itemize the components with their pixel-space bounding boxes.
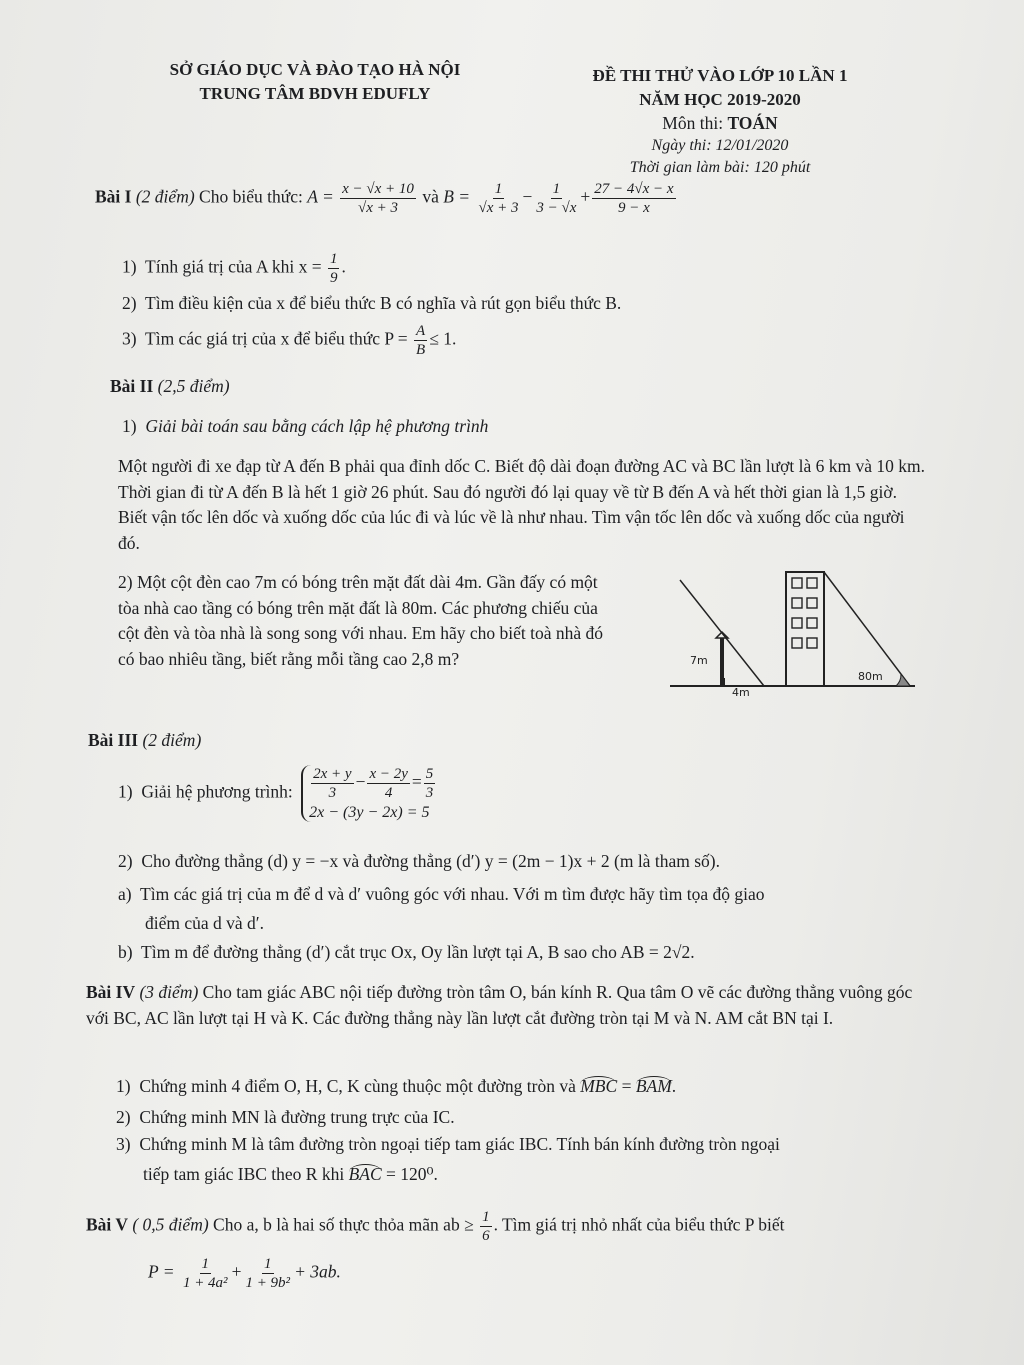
bai5-intro-end: . Tìm giá trị nhỏ nhất của biểu thức P biết	[493, 1214, 785, 1235]
bai1-q3-frac-den: B	[416, 342, 426, 358]
bai4-q3-text-2: tiếp tam giác IBC theo R khi	[143, 1164, 345, 1184]
eq1-f2-den: 4	[384, 785, 393, 801]
subject-line	[570, 113, 870, 134]
expr-a-fraction	[340, 180, 416, 217]
bai4-points: (3 điểm)	[139, 982, 199, 1002]
equation-1	[309, 765, 437, 802]
bai2-q1-text: Một người đi xe đạp từ A đến B phải qua đỉnh dốc C. Biết độ dài đoạn đường AC và BC lần lượt là 6 km và 10 km. Thời gian đi từ A đến B là hết 1 giờ 26 phút. Sau đó người đó lại quay về từ B đến A và hết thời gian là 1,5 giờ. Biết vận tốc lên dốc và xuống dốc của lúc đi và lúc về là như nhau. Tìm vận tốc lên dốc và xuống dốc của người đó.	[118, 456, 925, 553]
bai3-q1	[118, 765, 437, 822]
bai3-qa-number: a)	[118, 884, 132, 904]
building-shadow-label: 80m	[858, 670, 883, 683]
lamp-base	[720, 678, 725, 686]
bai4-q1-end: .	[671, 1076, 677, 1096]
bai3-q2-number: 2)	[118, 851, 133, 871]
arc-bac: BAC	[348, 1164, 382, 1184]
eq1-f1-num: 2x + y	[313, 766, 352, 782]
bai5-points: ( 0,5 điểm)	[132, 1214, 209, 1235]
bai3-q1-text: Giải hệ phương trình:	[141, 781, 293, 802]
bai3-qa	[118, 884, 764, 905]
expr-p-term2-den: 1 + 9b²	[245, 1275, 291, 1291]
bai3-qa-text-1: Tìm các giá trị của m để d và d′ vuông góc với nhau. Với m tìm được hãy tìm tọa độ giao	[140, 884, 765, 904]
eq1-fraction-3	[424, 765, 436, 802]
bai4-q2-text: Chứng minh MN là đường trung trực của IC.	[139, 1107, 455, 1127]
bai1-q1-end: .	[341, 256, 346, 277]
bai5-cond-num: 1	[482, 1209, 490, 1225]
expr-b-term2	[534, 180, 578, 217]
bai2-points: (2,5 điểm)	[157, 376, 230, 396]
expr-p-term2	[243, 1255, 292, 1292]
expr-p-lhs: P =	[148, 1261, 175, 1282]
expr-b-term2-den: 3 − √x	[536, 200, 577, 216]
expr-b-term1	[476, 180, 520, 217]
bai1-title: Bài I	[95, 186, 132, 207]
eq1-f2-num: x − 2y	[369, 766, 408, 782]
expr-b-term1-den: √x + 3	[478, 200, 519, 216]
bai4-q3-text-1: Chứng minh M là tâm đường tròn ngoại tiếp tam giác IBC. Tính bán kính đường tròn ngoại	[139, 1134, 780, 1154]
bai2-q1-heading: Giải bài toán sau bằng cách lập hệ phương trình	[145, 416, 489, 436]
subject-label: Môn thi:	[662, 113, 724, 133]
bai5-expression	[148, 1255, 341, 1292]
bai1-points: (2 điểm)	[135, 186, 195, 207]
bai4-q1-equals: =	[621, 1076, 632, 1096]
expr-b-op1: −	[522, 186, 533, 207]
bai4-q3-line2	[143, 1164, 438, 1185]
bai3-title: Bài III	[88, 730, 139, 750]
bai4-q3	[116, 1134, 780, 1155]
expr-p-op: +	[231, 1261, 242, 1282]
pole-height-label: 7m	[690, 654, 708, 667]
expr-a-denominator: √x + 3	[358, 200, 399, 216]
expr-p-term1	[181, 1255, 230, 1292]
eq1-operator: −	[355, 771, 366, 792]
bai1-q3-fraction	[414, 322, 427, 359]
bai4-q3-end: = 120⁰.	[386, 1164, 438, 1184]
bai1-q3-frac-num: A	[416, 323, 426, 339]
bai3-q1-number: 1)	[118, 781, 133, 802]
bai1-q3-end: ≤ 1.	[429, 328, 457, 349]
bai1-q1-text: Tính giá trị của A khi x =	[145, 256, 322, 277]
bai4-q3-number: 3)	[116, 1134, 131, 1154]
center-name: TRUNG TÂM BDVH EDUFLY	[199, 84, 431, 103]
equation-system	[301, 765, 437, 822]
eq1-fraction-2	[367, 765, 409, 802]
bai4-intro: Cho tam giác ABC nội tiếp đường tròn tâm O, bán kính R. Qua tâm O vẽ các đường thẳng vuông góc với BC, AC lần lượt tại H và K. Các đường thẳng này lần lượt cắt đường tròn tại M và N. AM cắt BN tại I.	[86, 982, 913, 1028]
building	[786, 572, 824, 686]
expr-p-end: + 3ab.	[294, 1261, 341, 1282]
bai2-q1-heading-line	[122, 416, 488, 437]
exam-duration: Thời gian làm bài: 120 phút	[629, 159, 811, 176]
eq1-fraction-1	[311, 765, 353, 802]
conjunction: và	[422, 186, 439, 207]
bai5-statement	[86, 1208, 784, 1245]
eq1-equals: =	[411, 771, 422, 792]
bai1-q1-fraction	[328, 250, 340, 287]
school-year: NĂM HỌC 2019-2020	[639, 90, 801, 109]
bai5-intro: Cho a, b là hai số thực thỏa mãn ab ≥	[213, 1214, 474, 1235]
equation-2: 2x − (3y − 2x) = 5	[309, 804, 430, 821]
expr-b-term3	[592, 180, 675, 217]
bai1-q2	[122, 293, 621, 314]
expr-b-term3-den: 9 − x	[618, 200, 650, 216]
eq1-f3-num: 5	[425, 766, 434, 782]
bai3-qb-text: Tìm m để đường thẳng (d′) cắt trục Ox, Oy lần lượt tại A, B sao cho AB = 2√2.	[141, 942, 695, 962]
expr-p-term1-num: 1	[201, 1256, 209, 1272]
bai4-q1	[116, 1076, 676, 1097]
bai1-q2-text: Tìm điều kiện của x để biểu thức B có nghĩa và rút gọn biểu thức B.	[145, 293, 622, 313]
bai2-q1-number: 1)	[122, 416, 137, 436]
bai2-heading	[110, 376, 230, 397]
bai1-q3-number: 3)	[122, 328, 137, 349]
expr-b-lhs: B =	[443, 186, 471, 207]
bai4-q2-number: 2)	[116, 1107, 131, 1127]
bai3-qb-number: b)	[118, 942, 133, 962]
building-sun-ray	[824, 572, 910, 686]
building-windows	[792, 578, 817, 648]
eq1-f1-den: 3	[328, 785, 337, 801]
bai4-q1-number: 1)	[116, 1076, 131, 1096]
bai1-q1-number: 1)	[122, 256, 137, 277]
bai3-q2-text: Cho đường thẳng (d) y = −x và đường thẳng (d′) y = (2m − 1)x + 2 (m là tham số).	[141, 851, 720, 871]
bai4-statement	[86, 980, 938, 1031]
expr-p-term2-num: 1	[264, 1256, 272, 1272]
bai2-q2-text: 2) Một cột đèn cao 7m có bóng trên mặt đất dài 4m. Gần đấy có một tòa nhà cao tầng có bóng trên mặt đất là 80m. Các phương chiếu của cột đèn và tòa nhà là song song với nhau. Em hãy cho biết toà nhà đó có bao nhiêu tầng, biết rằng mỗi tầng cao 2,8 m?	[118, 572, 604, 669]
bai4-title: Bài IV	[86, 982, 136, 1002]
bai1-q3-text: Tìm các giá trị của x để biểu thức P =	[145, 328, 408, 349]
bai1-q3	[122, 322, 456, 359]
exam-date: Ngày thi: 12/01/2020	[651, 137, 789, 154]
bai5-condition-fraction	[480, 1208, 492, 1245]
bai3-points: (2 điểm)	[142, 730, 202, 750]
bai1-intro: Cho biểu thức:	[199, 186, 303, 207]
bai1-q1	[122, 250, 346, 287]
eq1-f3-den: 3	[425, 785, 434, 801]
expr-b-term2-num: 1	[552, 181, 561, 197]
exam-title: ĐỀ THI THỬ VÀO LỚP 10 LẦN 1	[592, 66, 848, 85]
bai3-q2	[118, 851, 720, 872]
bai3-heading	[88, 730, 201, 751]
bai1-statement	[95, 180, 678, 217]
bai4-q2	[116, 1107, 455, 1128]
lamp-building-figure	[660, 562, 920, 702]
subject-value: TOÁN	[727, 113, 778, 133]
bai1-q2-number: 2)	[122, 293, 137, 313]
expr-b-term3-num: 27 − 4√x − x	[594, 181, 674, 197]
bai1-q1-frac-num: 1	[329, 251, 338, 267]
bai4-q1-text: Chứng minh 4 điểm O, H, C, K cùng thuộc một đường tròn và	[139, 1076, 576, 1096]
bai1-q1-frac-den: 9	[329, 270, 338, 286]
department-name: SỞ GIÁO DỤC VÀ ĐÀO TẠO HÀ NỘI	[169, 60, 461, 79]
pole-shadow-label: 4m	[732, 686, 750, 699]
arc-mbc: MBC	[580, 1076, 618, 1096]
lamp-head-icon	[716, 632, 728, 638]
expr-b-op2: +	[580, 186, 591, 207]
bai5-title: Bài V	[86, 1214, 128, 1235]
expr-b-term1-num: 1	[494, 181, 503, 197]
expr-a-numerator: x − √x + 10	[342, 181, 414, 197]
bai3-qb	[118, 942, 695, 963]
arc-bam: BAM	[635, 1076, 672, 1096]
expr-a-lhs: A =	[307, 186, 334, 207]
bai2-title: Bài II	[110, 376, 154, 396]
expr-p-term1-den: 1 + 4a²	[182, 1275, 228, 1291]
bai3-qa-text-2: điểm của d và d′.	[145, 913, 264, 933]
bai5-cond-den: 6	[482, 1228, 490, 1244]
